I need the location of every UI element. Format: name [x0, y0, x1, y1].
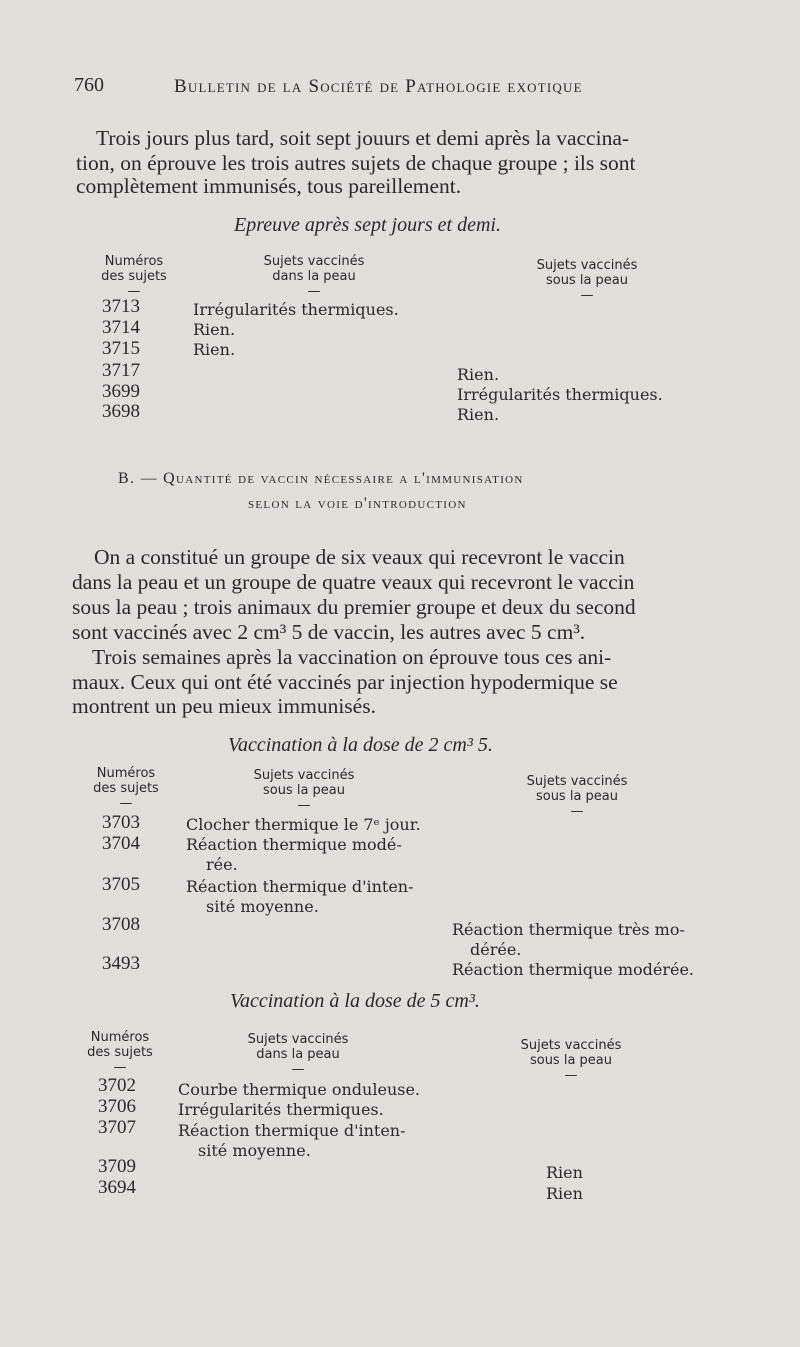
table3-number: 3694 [98, 1177, 136, 1198]
table1-peau-cell: Irrégularités thermiques. [193, 300, 399, 319]
table3-col-numeros: Numéros des sujets — [87, 1030, 153, 1075]
table3-sous-peau-cell: Rien [546, 1163, 583, 1182]
table1-number: 3717 [102, 360, 140, 381]
table1-col-sous-peau: Sujets vaccinés sous la peau — [536, 258, 638, 303]
table2-sous-peau-cell: Réaction thermique modérée. [452, 960, 695, 979]
para2-line: maux. Ceux qui ont été vaccinés par injection hypodermique se [72, 670, 618, 694]
table2-number: 3493 [102, 953, 140, 974]
table3-number: 3707 [98, 1117, 136, 1138]
para1-line: dans la peau et un groupe de quatre veaux qui recevront le vaccin [72, 570, 635, 594]
para1-line: sous la peau ; trois animaux du premier groupe et deux du second [72, 595, 636, 619]
intro-line: tion, on éprouve les trois autres sujets de chaque groupe ; ils sont [76, 151, 636, 175]
table2-col-sous-peau: Sujets vaccinés sous la peau — [526, 774, 628, 819]
table2-col-numeros: Numéros des sujets — [93, 766, 159, 811]
table3-peau-cell: Courbe thermique onduleuse. [178, 1080, 421, 1099]
para2-line: Trois semaines après la vaccination on éprouve tous ces ani- [92, 645, 612, 669]
table2-sous-peau-cell: Réaction thermique très mo- [452, 920, 685, 939]
table3-number: 3709 [98, 1156, 136, 1177]
section-heading: B. — Quantité de vaccin nécessaire a l'immunisation [118, 470, 524, 487]
table1-number: 3698 [102, 401, 140, 422]
table1-col-peau: Sujets vaccinés dans la peau — [263, 254, 365, 299]
para2-line: montrent un peu mieux immunisés. [72, 694, 376, 718]
table1-number: 3714 [102, 317, 140, 338]
table1-peau-cell: Rien. [193, 320, 236, 339]
table3-caption: Vaccination à la dose de 5 cm³. [230, 990, 480, 1012]
table3-col-peau: Sujets vaccinés dans la peau — [247, 1032, 349, 1077]
table2-sous-peau-cell: dérée. [470, 940, 522, 959]
table2-col-peau: Sujets vaccinés sous la peau — [253, 768, 355, 813]
table3-number: 3702 [98, 1075, 136, 1096]
table2-peau-cell: Réaction thermique d'inten- [186, 877, 414, 896]
table1-sous-peau-cell: Rien. [457, 365, 500, 384]
table2-number: 3703 [102, 812, 140, 833]
para1-line: On a constitué un groupe de six veaux qui recevront le vaccin [94, 545, 625, 569]
para1-line: sont vaccinés avec 2 cm³ 5 de vaccin, les autres avec 5 cm³. [72, 620, 586, 644]
table3-peau-cell: Irrégularités thermiques. [178, 1100, 384, 1119]
section-heading-line2: selon la voie d'introduction [248, 495, 467, 512]
table3-peau-cell: Réaction thermique d'inten- [178, 1121, 406, 1140]
table2-number: 3704 [102, 833, 140, 854]
table1-sous-peau-cell: Rien. [457, 405, 500, 424]
table1-sous-peau-cell: Irrégularités thermiques. [457, 385, 663, 404]
table1-peau-cell: Rien. [193, 340, 236, 359]
table3-number: 3706 [98, 1096, 136, 1117]
table1-caption: Epreuve après sept jours et demi. [234, 214, 501, 236]
table3-sous-peau-cell: Rien [546, 1184, 583, 1203]
table2-peau-cell: Clocher thermique le 7ᵉ jour. [186, 815, 421, 834]
table1-col-numeros: Numéros des sujets — [101, 254, 167, 299]
table2-number: 3708 [102, 914, 140, 935]
running-head: Bulletin de la Société de Pathologie exotique [174, 76, 583, 97]
table2-peau-cell: sité moyenne. [206, 897, 319, 916]
table1-number: 3699 [102, 381, 140, 402]
table2-number: 3705 [102, 874, 140, 895]
intro-line: Trois jours plus tard, soit sept jouurs et demi après la vaccina- [96, 126, 630, 150]
table2-peau-cell: Réaction thermique modé- [186, 835, 402, 854]
table2-peau-cell: rée. [206, 855, 238, 874]
intro-line: complètement immunisés, tous pareillement. [76, 174, 462, 198]
table2-caption: Vaccination à la dose de 2 cm³ 5. [228, 734, 493, 756]
table3-col-sous-peau: Sujets vaccinés sous la peau — [520, 1038, 622, 1083]
table3-peau-cell: sité moyenne. [198, 1141, 311, 1160]
table1-number: 3715 [102, 338, 140, 359]
page-number: 760 [74, 74, 104, 96]
table1-number: 3713 [102, 296, 140, 317]
